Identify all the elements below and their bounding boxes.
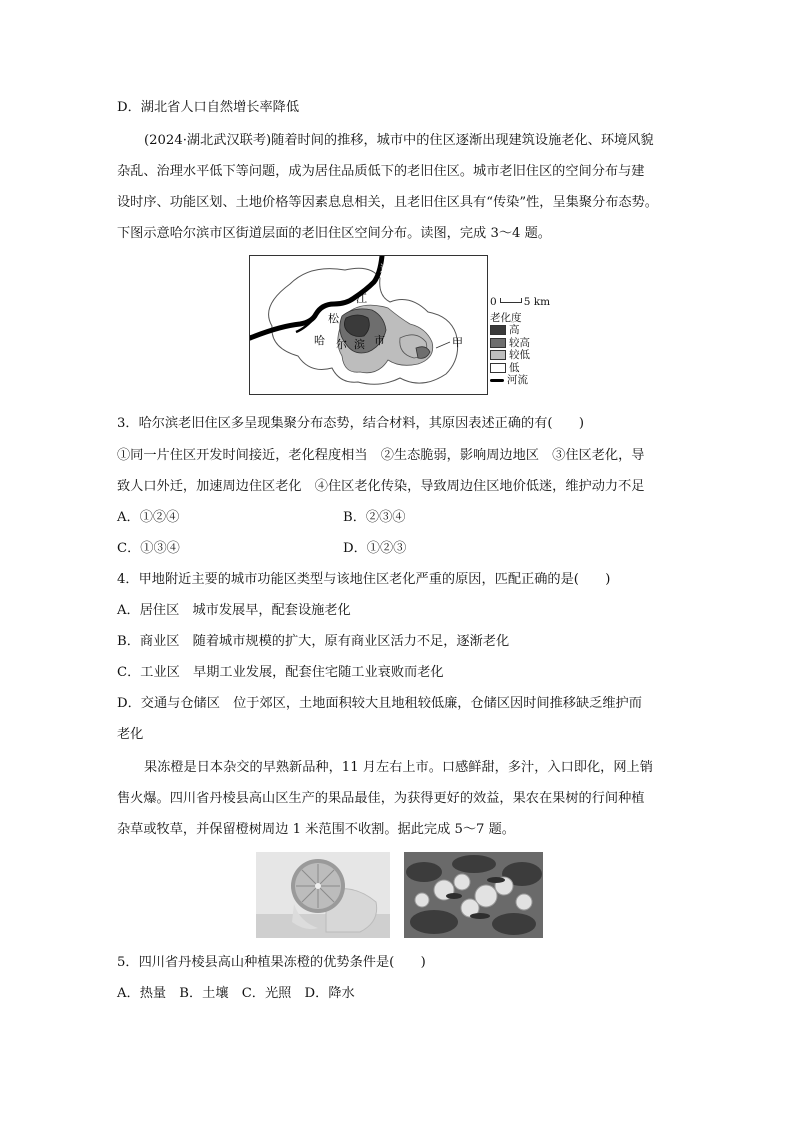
q4-option-b: B．商业区 随着城市规模的扩大，原有商业区活力不足，逐渐老化 [117, 634, 510, 649]
legend-item-river [490, 374, 550, 387]
legend-swatch-low [490, 363, 506, 373]
map-label-river-2: 江 [356, 292, 367, 305]
photo-orange-tree [404, 852, 543, 938]
q3-stem: 3．哈尔滨老旧住区多呈现集聚分布态势，结合材料，其原因表述正确的有( ) [117, 416, 585, 431]
q3-option-a: A．①②④ [117, 510, 180, 525]
legend-swatch-high [490, 325, 506, 335]
passage2-line-1: 果冻橙是日本杂交的早熟新品种，11 月左右上市。口感鲜甜，多汁，入口即化，网上销 [144, 760, 653, 775]
legend-swatch-higher [490, 338, 506, 348]
legend-item-lower [490, 349, 550, 362]
map-label-site: 甲 [452, 336, 463, 349]
passage2-line-2: 售火爆。四川省丹棱县高山区生产的果品最佳，为获得更好的效益，果农在果树的行间种植 [117, 791, 645, 806]
q3-option-d: D．①②③ [343, 541, 407, 556]
passage2-line-3: 杂草或牧草，并保留橙树周边 1 米范围不收割。据此完成 5～7 题。 [117, 822, 515, 837]
scale-zero: 0 [490, 296, 497, 309]
cut-orange-image [256, 852, 390, 938]
map-label-city-3: 滨 [354, 338, 365, 351]
legend-label-river: 河流 [507, 374, 528, 387]
map-label-river-3: 松 [328, 312, 339, 325]
legend-title: 老化度 [490, 311, 522, 324]
map-label-city-4: 市 [374, 334, 385, 347]
q3-statement-line-1: ①同一片住区开发时间接近，老化程度相当 ②生态脆弱，影响周边地区 ③住区老化，导 [117, 448, 645, 463]
orange-tree-image [404, 852, 543, 938]
legend-label-high: 高 [509, 324, 520, 337]
scale-label: 5 km [523, 296, 551, 309]
q3-option-b: B．②③④ [343, 510, 406, 525]
q3-option-c: C．①③④ [117, 541, 180, 556]
legend-item-high [490, 324, 550, 337]
passage1-line-3: 设时序、功能区划、土地价格等因素息息相关，且老旧住区具有“传染”性，呈集聚分布态势。 [117, 195, 658, 210]
passage1-line-4: 下图示意哈尔滨市区街道层面的老旧住区空间分布。读图，完成 3～4 题。 [117, 226, 551, 241]
q3-statement-line-2: 致人口外迁，加速周边住区老化 ④住区老化传染，导致周边住区地价低迷，维护动力不足 [117, 479, 645, 494]
legend-label-lower: 较低 [509, 349, 530, 362]
passage1-line-1: (2024·湖北武汉联考)随着时间的推移，城市中的住区逐渐出现建筑设施老化、环境风貌 [144, 133, 654, 148]
map-label-river-1: 通 [380, 264, 390, 275]
scale-bar [490, 296, 550, 309]
q4-option-d-continued: 老化 [117, 727, 144, 742]
q2-option-d: D．湖北省人口自然增长率降低 [117, 100, 300, 115]
scale-line [500, 298, 522, 303]
q4-option-a: A．居住区 城市发展早，配套设施老化 [117, 603, 351, 618]
legend-swatch-lower [490, 350, 506, 360]
photo-cut-orange [256, 852, 390, 938]
q4-stem: 4．甲地附近主要的城市功能区类型与该地住区老化严重的原因，匹配正确的是( ) [117, 572, 611, 587]
legend-item-higher [490, 337, 550, 350]
legend-label-higher: 较高 [509, 336, 530, 349]
map-drawing [250, 256, 487, 394]
q5-options: A．热量 B．土壤 C．光照 D．降水 [117, 986, 355, 1001]
map-legend [490, 296, 550, 387]
passage1-line-2: 杂乱、治理水平低下等问题，成为居住品质低下的老旧住区。城市老旧住区的空间分布与建 [117, 164, 645, 179]
map-label-city-2: 尔 [336, 338, 347, 351]
harbin-aging-map [249, 255, 488, 395]
legend-item-low [490, 362, 550, 375]
legend-swatch-river [490, 379, 504, 382]
q4-option-c: C．工业区 早期工业发展，配套住宅随工业衰败而老化 [117, 665, 444, 680]
map-label-city-1: 哈 [314, 334, 325, 347]
q4-option-d: D．交通与仓储区 位于郊区，土地面积较大且地租较低廉，仓储区因时间推移缺乏维护而 [117, 696, 642, 711]
q5-stem: 5．四川省丹棱县高山种植果冻橙的优势条件是( ) [117, 955, 426, 970]
legend-label-low: 低 [509, 361, 520, 374]
